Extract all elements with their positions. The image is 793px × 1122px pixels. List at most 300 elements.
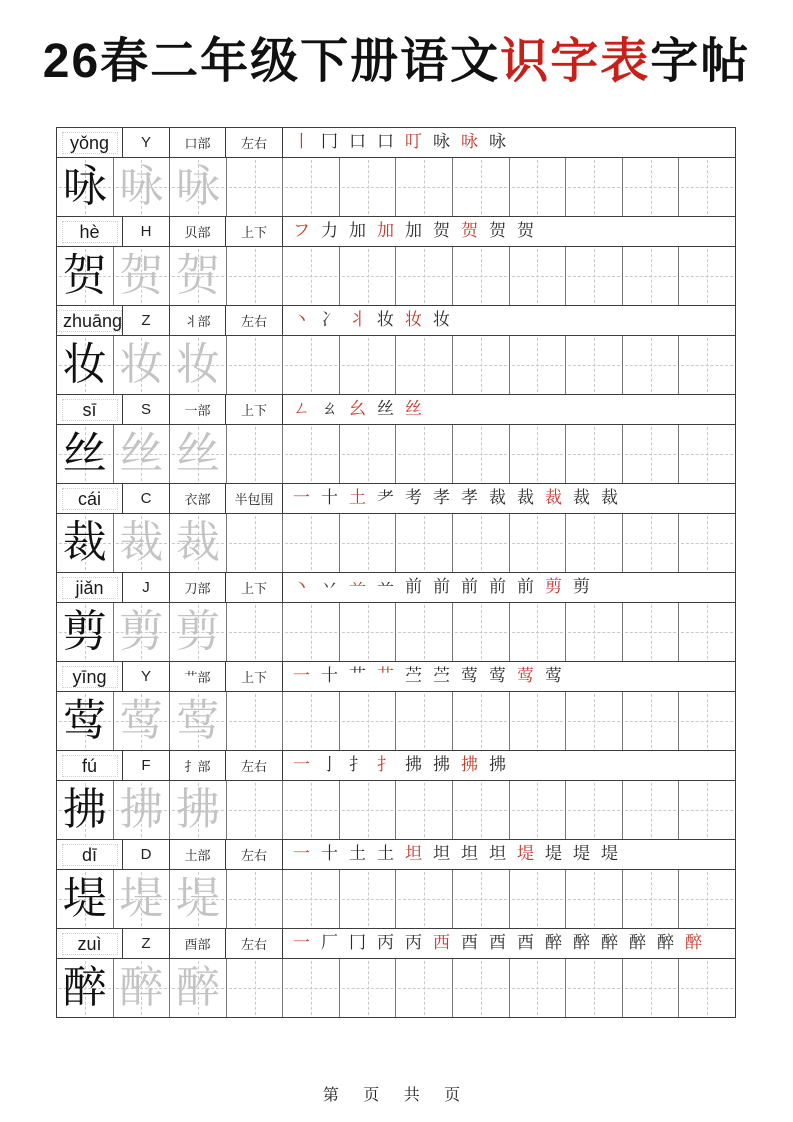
practice-cell [679, 781, 735, 839]
practice-cell [566, 781, 623, 839]
stroke-step: 叮 [405, 132, 422, 152]
practice-cell [57, 247, 114, 305]
practice-cell [679, 247, 735, 305]
stroke-step: 西 [433, 933, 450, 953]
practice-cell [566, 425, 623, 483]
practice-cell [57, 336, 114, 394]
initial-cell [123, 573, 170, 602]
practice-cell [453, 959, 510, 1017]
stroke-step: 贺 [461, 221, 478, 241]
practice-cell [679, 870, 735, 928]
practice-cell [510, 603, 567, 661]
stroke-step: 拂 [461, 755, 478, 775]
practice-cell [227, 247, 284, 305]
radical-label: 刀部 [184, 581, 211, 596]
initial-letter: Y [140, 134, 151, 151]
stroke-step: 加 [405, 221, 422, 241]
structure-label: 左右 [240, 848, 267, 863]
structure-label: 上下 [240, 581, 267, 596]
practice-cell [510, 781, 567, 839]
pinyin-label: zhuāng [57, 310, 122, 332]
trace-char: 剪 [119, 606, 164, 657]
stroke-step: 莺 [461, 666, 478, 686]
practice-cell [679, 158, 735, 216]
stroke-step: 土 [349, 844, 366, 864]
radical-label: 丬部 [184, 314, 211, 329]
initial-cell [123, 217, 170, 246]
example-char: 贺 [62, 250, 107, 301]
stroke-step: 咏 [489, 132, 506, 152]
practice-cell [227, 158, 284, 216]
practice-cell [340, 781, 397, 839]
stroke-step: 坦 [489, 844, 506, 864]
structure-cell [226, 573, 283, 602]
stroke-step: 丶 [293, 577, 310, 597]
stroke-step: 坦 [461, 844, 478, 864]
stroke-step: 裁 [573, 488, 590, 508]
practice-cell [679, 959, 735, 1017]
practice-cell [679, 603, 735, 661]
radical-label: 口部 [184, 136, 211, 151]
stroke-step: 妆 [405, 310, 422, 330]
example-char: 莺 [62, 695, 107, 746]
stroke-order-sequence [283, 662, 735, 691]
practice-cell [283, 781, 340, 839]
practice-cell [227, 692, 284, 750]
initial-letter: C [140, 490, 152, 507]
practice-cell [453, 870, 510, 928]
stroke-step: 土 [377, 844, 394, 864]
practice-cell [453, 158, 510, 216]
practice-cell [453, 692, 510, 750]
stroke-step: 堤 [601, 844, 618, 864]
stroke-step: 丨 [293, 132, 310, 152]
practice-cell [57, 158, 114, 216]
stroke-step: 酉 [489, 933, 506, 953]
practice-cell [623, 514, 680, 572]
practice-cell [283, 692, 340, 750]
stroke-step: 丙 [377, 933, 394, 953]
trace-char: 裁 [119, 517, 164, 568]
structure-label: 上下 [240, 225, 267, 240]
initial-cell [123, 484, 170, 513]
stroke-step: 一 [293, 666, 310, 686]
practice-cell [396, 158, 453, 216]
pinyin-label: sī [62, 399, 118, 421]
practice-cell [396, 870, 453, 928]
char-block [57, 662, 735, 751]
trace-char: 醉 [119, 962, 164, 1013]
practice-cell [57, 692, 114, 750]
char-block [57, 395, 735, 484]
structure-cell [226, 484, 283, 513]
stroke-step: 拂 [433, 755, 450, 775]
practice-cell [396, 247, 453, 305]
stroke-step: 莺 [545, 666, 562, 686]
stroke-step: 力 [321, 221, 338, 241]
char-block [57, 217, 735, 306]
trace-char: 拂 [119, 784, 164, 835]
practice-cell [566, 870, 623, 928]
practice-cell [114, 781, 171, 839]
initial-cell [123, 751, 170, 780]
char-block [57, 573, 735, 662]
trace-char: 咏 [119, 161, 164, 212]
stroke-step: 贺 [517, 221, 534, 241]
example-char: 裁 [62, 517, 107, 568]
practice-cell [510, 870, 567, 928]
pinyin-label: jiǎn [62, 577, 118, 599]
pinyin-label: cái [62, 488, 118, 510]
practice-cell [679, 514, 735, 572]
practice-cell [114, 692, 171, 750]
pinyin-label: dī [62, 844, 118, 866]
stroke-order-sequence [283, 484, 735, 513]
stroke-step: ㄥ [293, 399, 310, 419]
practice-cell [227, 603, 284, 661]
structure-label: 左右 [240, 314, 267, 329]
practice-row [57, 781, 735, 839]
char-info-row [57, 128, 735, 158]
initial-letter: Y [140, 668, 151, 685]
practice-cell [340, 603, 397, 661]
practice-cell [283, 336, 340, 394]
pinyin-cell [57, 484, 123, 513]
initial-cell [123, 306, 170, 335]
practice-cell [227, 425, 284, 483]
stroke-step: 堤 [517, 844, 534, 864]
stroke-order-sequence [283, 217, 735, 246]
stroke-step: 丝 [377, 399, 394, 419]
practice-cell [57, 425, 114, 483]
pinyin-cell [57, 217, 123, 246]
stroke-step: 加 [377, 221, 394, 241]
structure-label: 半包围 [234, 492, 274, 507]
stroke-step: 前 [489, 577, 506, 597]
practice-cell [510, 336, 567, 394]
practice-cell [396, 781, 453, 839]
stroke-step: 堤 [573, 844, 590, 864]
stroke-step: 土 [349, 488, 366, 508]
radical-cell [170, 662, 226, 691]
trace-char: 莺 [119, 695, 164, 746]
stroke-step: 醉 [545, 933, 562, 953]
stroke-step: 前 [517, 577, 534, 597]
char-info-row [57, 573, 735, 603]
stroke-step: 裁 [545, 488, 562, 508]
stroke-step: 扌 [349, 755, 366, 775]
char-info-row [57, 929, 735, 959]
stroke-step: 口 [377, 132, 394, 152]
pinyin-cell [57, 751, 123, 780]
title-suffix: 字帖 [650, 35, 751, 88]
practice-cell [114, 514, 171, 572]
stroke-step: 冫 [321, 310, 338, 330]
practice-cell [510, 247, 567, 305]
practice-row [57, 336, 735, 394]
practice-cell [340, 514, 397, 572]
stroke-step: 十 [321, 488, 338, 508]
initial-letter: S [140, 401, 151, 418]
practice-cell [170, 158, 227, 216]
pinyin-cell [57, 573, 123, 602]
practice-cell [170, 336, 227, 394]
stroke-step: 十 [321, 666, 338, 686]
practice-cell [623, 959, 680, 1017]
initial-cell [123, 395, 170, 424]
structure-cell [226, 929, 283, 958]
stroke-step: 扌 [377, 755, 394, 775]
trace-char: 堤 [175, 873, 220, 924]
stroke-step: 丶 [293, 310, 310, 330]
pinyin-cell [57, 128, 123, 157]
initial-letter: D [140, 846, 152, 863]
practice-row [57, 425, 735, 483]
practice-row [57, 158, 735, 216]
radical-label: 衣部 [184, 492, 211, 507]
radical-label: 酉部 [184, 937, 211, 952]
stroke-step: 亅 [321, 755, 338, 775]
trace-char: 莺 [175, 695, 220, 746]
practice-cell [623, 781, 680, 839]
practice-cell [396, 514, 453, 572]
practice-cell [170, 425, 227, 483]
stroke-order-sequence [283, 573, 735, 602]
char-info-row [57, 484, 735, 514]
practice-cell [170, 781, 227, 839]
practice-cell [170, 959, 227, 1017]
practice-cell [227, 514, 284, 572]
pinyin-cell [57, 929, 123, 958]
practice-cell [227, 336, 284, 394]
practice-cell [623, 158, 680, 216]
stroke-step: 醉 [657, 933, 674, 953]
example-char: 醉 [62, 962, 107, 1013]
example-char: 妆 [62, 339, 107, 390]
practice-cell [623, 603, 680, 661]
char-block [57, 840, 735, 929]
practice-cell [453, 425, 510, 483]
practice-cell [340, 158, 397, 216]
practice-cell [340, 959, 397, 1017]
stroke-step: 冂 [321, 132, 338, 152]
page-title [0, 22, 793, 91]
structure-cell [226, 395, 283, 424]
structure-cell [226, 662, 283, 691]
practice-cell [510, 692, 567, 750]
stroke-order-sequence [283, 306, 735, 335]
practice-cell [623, 336, 680, 394]
stroke-step: 十 [321, 844, 338, 864]
stroke-step: 丬 [349, 310, 366, 330]
practice-cell [283, 870, 340, 928]
initial-cell [123, 128, 170, 157]
practice-cell [510, 425, 567, 483]
stroke-step: フ [293, 221, 310, 241]
initial-letter: F [141, 757, 151, 774]
char-info-row [57, 306, 735, 336]
practice-cell [114, 336, 171, 394]
stroke-step: 拂 [405, 755, 422, 775]
stroke-step: 裁 [601, 488, 618, 508]
stroke-step: 醉 [629, 933, 646, 953]
practice-cell [566, 603, 623, 661]
radical-cell [170, 217, 226, 246]
stroke-step: 一 [293, 755, 310, 775]
stroke-step: 耂 [377, 488, 394, 508]
char-info-row [57, 217, 735, 247]
stroke-step: 艹 [349, 666, 366, 686]
radical-cell [170, 306, 226, 335]
practice-cell [170, 247, 227, 305]
practice-cell [57, 514, 114, 572]
practice-cell [114, 870, 171, 928]
example-char: 丝 [62, 428, 107, 479]
stroke-step: 剪 [573, 577, 590, 597]
page-footer: 第 页 共 页 [322, 1087, 471, 1104]
stroke-step: 剪 [545, 577, 562, 597]
practice-cell [396, 692, 453, 750]
stroke-step: 䒑 [377, 577, 394, 597]
structure-cell [226, 751, 283, 780]
structure-cell [226, 217, 283, 246]
practice-cell [227, 959, 284, 1017]
practice-cell [679, 425, 735, 483]
structure-cell [226, 840, 283, 869]
stroke-step: 丝 [405, 399, 422, 419]
stroke-step: 孝 [433, 488, 450, 508]
stroke-step: 醉 [685, 933, 702, 953]
trace-char: 丝 [119, 428, 164, 479]
stroke-step: 丙 [405, 933, 422, 953]
stroke-step: ㄠ [321, 399, 338, 419]
initial-letter: J [142, 579, 150, 596]
radical-cell [170, 395, 226, 424]
radical-cell [170, 128, 226, 157]
char-block [57, 484, 735, 573]
stroke-step: 冂 [349, 933, 366, 953]
structure-label: 左右 [240, 937, 267, 952]
trace-char: 醉 [175, 962, 220, 1013]
practice-cell [114, 959, 171, 1017]
practice-cell [57, 870, 114, 928]
radical-cell [170, 484, 226, 513]
stroke-step: 丷 [321, 577, 338, 597]
trace-char: 妆 [175, 339, 220, 390]
trace-char: 裁 [175, 517, 220, 568]
practice-cell [566, 692, 623, 750]
practice-row [57, 959, 735, 1017]
practice-cell [114, 247, 171, 305]
practice-cell [679, 336, 735, 394]
structure-cell [226, 128, 283, 157]
stroke-step: 莺 [517, 666, 534, 686]
trace-char: 咏 [175, 161, 220, 212]
example-char: 剪 [62, 606, 107, 657]
radical-cell [170, 929, 226, 958]
practice-cell [170, 514, 227, 572]
practice-cell [566, 247, 623, 305]
structure-cell [226, 306, 283, 335]
practice-row [57, 692, 735, 750]
practice-cell [114, 425, 171, 483]
practice-cell [396, 336, 453, 394]
radical-cell [170, 573, 226, 602]
pinyin-label: zuì [62, 933, 118, 955]
practice-cell [227, 870, 284, 928]
practice-cell [396, 603, 453, 661]
practice-cell [566, 158, 623, 216]
radical-label: 土部 [184, 848, 211, 863]
practice-cell [679, 692, 735, 750]
practice-cell [57, 781, 114, 839]
practice-cell [170, 692, 227, 750]
radical-cell [170, 840, 226, 869]
practice-cell [453, 603, 510, 661]
radical-label: 艹部 [184, 670, 211, 685]
pinyin-label: yǒng [62, 132, 118, 154]
practice-row [57, 870, 735, 928]
stroke-step: 坦 [433, 844, 450, 864]
initial-cell [123, 662, 170, 691]
practice-cell [227, 781, 284, 839]
stroke-step: 艹 [377, 666, 394, 686]
stroke-step: 考 [405, 488, 422, 508]
stroke-step: 加 [349, 221, 366, 241]
practice-cell [623, 247, 680, 305]
practice-cell [340, 336, 397, 394]
trace-char: 妆 [119, 339, 164, 390]
practice-cell [57, 603, 114, 661]
initial-letter: H [140, 223, 152, 240]
practice-cell [283, 158, 340, 216]
stroke-step: 䒑 [349, 577, 366, 597]
example-char: 堤 [62, 873, 107, 924]
stroke-step: 贺 [433, 221, 450, 241]
structure-label: 左右 [240, 759, 267, 774]
structure-label: 上下 [240, 403, 267, 418]
char-info-row [57, 840, 735, 870]
pinyin-label: fú [62, 755, 118, 777]
stroke-step: 一 [293, 933, 310, 953]
title-highlight: 识字表 [500, 35, 651, 88]
practice-cell [396, 959, 453, 1017]
char-block [57, 929, 735, 1017]
pinyin-label: hè [62, 221, 118, 243]
pinyin-cell [57, 662, 123, 691]
structure-label: 上下 [240, 670, 267, 685]
stroke-step: 酉 [517, 933, 534, 953]
practice-cell [340, 247, 397, 305]
initial-cell [123, 840, 170, 869]
radical-label: 一部 [184, 403, 211, 418]
pinyin-cell [57, 840, 123, 869]
practice-cell [283, 247, 340, 305]
stroke-order-sequence [283, 929, 735, 958]
stroke-step: 咏 [461, 132, 478, 152]
practice-row [57, 603, 735, 661]
radical-label: 扌部 [184, 759, 211, 774]
stroke-step: 一 [293, 844, 310, 864]
stroke-order-sequence [283, 751, 735, 780]
char-block [57, 128, 735, 217]
stroke-step: 裁 [517, 488, 534, 508]
title-prefix: 26春二年级下册语文 [42, 35, 501, 88]
stroke-step: 厂 [321, 933, 338, 953]
stroke-step: 苎 [405, 666, 422, 686]
example-char: 咏 [62, 161, 107, 212]
practice-cell [453, 514, 510, 572]
